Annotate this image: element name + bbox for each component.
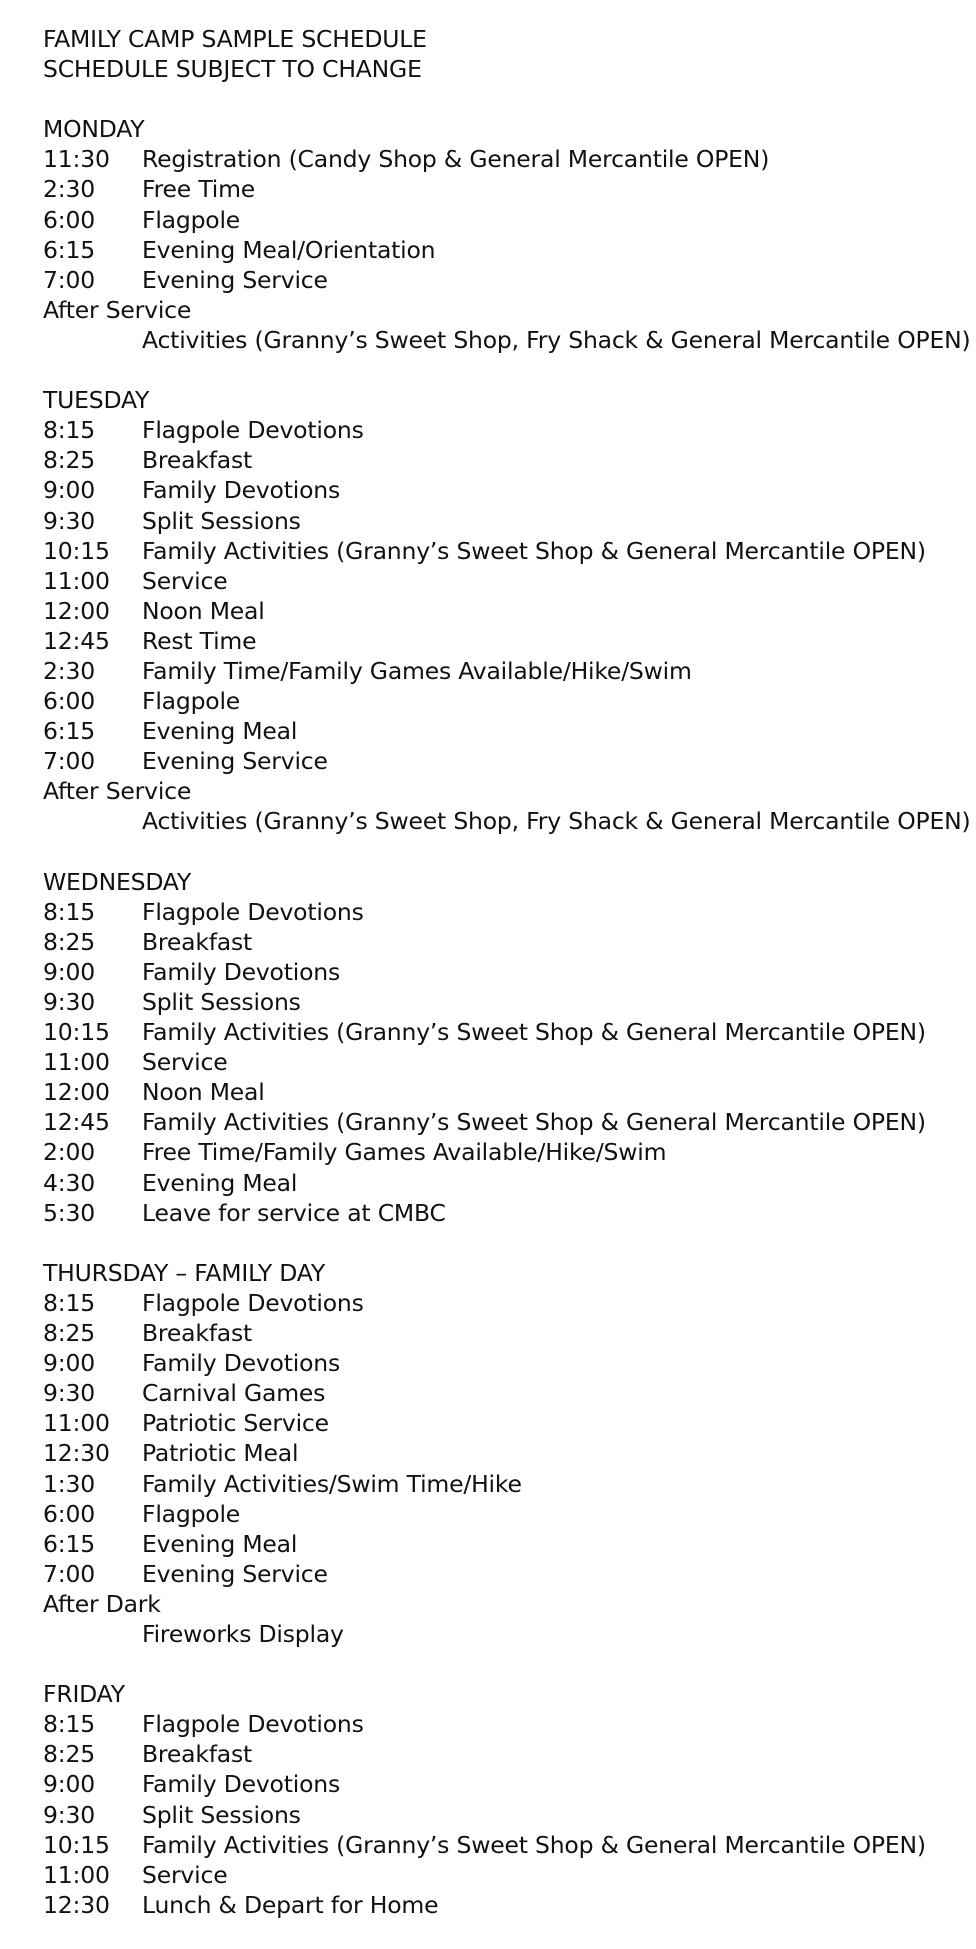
schedule-event: Split Sessions bbox=[142, 506, 301, 535]
schedule-time: 11:00 bbox=[43, 566, 110, 595]
schedule-row bbox=[43, 716, 963, 746]
schedule-time: 9:30 bbox=[43, 988, 95, 1016]
schedule-time: 10:15 bbox=[43, 1830, 110, 1859]
schedule-row bbox=[43, 1529, 963, 1559]
schedule-row bbox=[43, 957, 963, 987]
schedule-time: 7:00 bbox=[43, 747, 95, 776]
schedule-time: 9:30 bbox=[43, 1800, 95, 1829]
schedule-event: Family Time/Family Games Available/Hike/Swim bbox=[142, 656, 692, 685]
schedule-event: Flagpole Devotions bbox=[142, 1710, 364, 1739]
schedule-time: 9:30 bbox=[43, 506, 95, 535]
document-subtitle: SCHEDULE SUBJECT TO CHANGE bbox=[43, 55, 422, 84]
schedule-time: 9:00 bbox=[43, 1349, 95, 1378]
schedule-time: 8:15 bbox=[43, 416, 95, 445]
schedule-event: Breakfast bbox=[142, 1319, 253, 1348]
schedule-event: Family Activities/Swim Time/Hike bbox=[142, 1469, 522, 1498]
schedule-event: Carnival Games bbox=[142, 1379, 326, 1408]
schedule-row bbox=[43, 144, 963, 174]
schedule-time: 11:30 bbox=[43, 145, 110, 174]
schedule-event: Family Activities (Granny’s Sweet Shop & General Mercantile OPEN) bbox=[142, 1018, 926, 1047]
schedule-event: Flagpole bbox=[142, 687, 241, 716]
schedule-time: 2:30 bbox=[43, 175, 95, 204]
schedule-row bbox=[43, 897, 963, 927]
after-label: After Service bbox=[43, 295, 192, 324]
after-label: After Service bbox=[43, 777, 192, 806]
after-event: Fireworks Display bbox=[142, 1619, 344, 1648]
schedule-time: 12:30 bbox=[43, 1439, 110, 1468]
schedule-row bbox=[43, 1499, 963, 1529]
schedule-time: 11:00 bbox=[43, 1409, 110, 1438]
schedule-time: 8:25 bbox=[43, 446, 95, 475]
schedule-time: 6:00 bbox=[43, 687, 95, 716]
after-event: Activities (Granny’s Sweet Shop, Fry Shack & General Mercantile OPEN) bbox=[142, 325, 971, 354]
schedule-time: 10:15 bbox=[43, 1018, 110, 1047]
schedule-event: Service bbox=[142, 1860, 228, 1889]
schedule-row bbox=[43, 506, 963, 536]
schedule-event: Evening Meal bbox=[142, 1529, 298, 1558]
schedule-row bbox=[43, 1168, 963, 1198]
schedule-time: 5:30 bbox=[43, 1198, 95, 1227]
schedule-time: 6:15 bbox=[43, 717, 95, 746]
schedule-event: Flagpole Devotions bbox=[142, 1288, 364, 1317]
schedule-time: 7:00 bbox=[43, 265, 95, 294]
schedule-event: Family Devotions bbox=[142, 1770, 340, 1799]
schedule-event: Family Activities (Granny’s Sweet Shop & General Mercantile OPEN) bbox=[142, 1108, 926, 1137]
schedule-time: 6:00 bbox=[43, 1499, 95, 1528]
schedule-row bbox=[43, 1137, 963, 1167]
schedule-event: Lunch & Depart for Home bbox=[142, 1890, 439, 1919]
schedule-time: 12:45 bbox=[43, 626, 110, 655]
schedule-time: 8:25 bbox=[43, 927, 95, 956]
schedule-time: 12:30 bbox=[43, 1890, 110, 1919]
day-heading: FRIDAY bbox=[43, 1680, 125, 1709]
schedule-row bbox=[43, 1107, 963, 1137]
schedule-row bbox=[43, 415, 963, 445]
schedule-row bbox=[43, 235, 963, 265]
schedule-event: Noon Meal bbox=[142, 596, 265, 625]
schedule-row bbox=[43, 1860, 963, 1890]
schedule-row bbox=[43, 686, 963, 716]
schedule-row bbox=[43, 1288, 963, 1318]
schedule-row bbox=[43, 1769, 963, 1799]
schedule-row bbox=[43, 1800, 963, 1830]
section-spacer bbox=[43, 1649, 963, 1679]
schedule-row bbox=[43, 1047, 963, 1077]
schedule-row bbox=[43, 1890, 963, 1920]
schedule-event: Rest Time bbox=[142, 626, 257, 655]
schedule-row bbox=[43, 1318, 963, 1348]
schedule-event: Leave for service at CMBC bbox=[142, 1198, 446, 1227]
day-heading: WEDNESDAY bbox=[43, 867, 192, 896]
schedule-event: Breakfast bbox=[142, 927, 253, 956]
schedule-event: Flagpole Devotions bbox=[142, 897, 364, 926]
schedule-event: Evening Service bbox=[142, 747, 328, 776]
section-spacer bbox=[43, 1228, 963, 1258]
schedule-row bbox=[43, 1017, 963, 1047]
schedule-row bbox=[43, 987, 963, 1017]
schedule-row bbox=[43, 265, 963, 295]
schedule-row bbox=[43, 1559, 963, 1589]
schedule-event: Evening Meal bbox=[142, 717, 298, 746]
schedule-event: Noon Meal bbox=[142, 1078, 265, 1107]
schedule-time: 12:00 bbox=[43, 1078, 110, 1107]
schedule-row bbox=[43, 1408, 963, 1438]
section-spacer bbox=[43, 84, 963, 114]
schedule-time: 2:30 bbox=[43, 656, 95, 685]
schedule-event: Service bbox=[142, 1048, 228, 1077]
schedule-event: Family Devotions bbox=[142, 957, 340, 986]
schedule-event: Patriotic Meal bbox=[142, 1439, 299, 1468]
schedule-event: Service bbox=[142, 566, 228, 595]
after-event: Activities (Granny’s Sweet Shop, Fry Shack & General Mercantile OPEN) bbox=[142, 807, 971, 836]
schedule-time: 9:00 bbox=[43, 1770, 95, 1799]
schedule-event: Evening Meal/Orientation bbox=[142, 235, 436, 264]
schedule-row bbox=[43, 1469, 963, 1499]
schedule-event: Breakfast bbox=[142, 446, 253, 475]
schedule-row bbox=[43, 536, 963, 566]
schedule-event: Split Sessions bbox=[142, 988, 301, 1016]
schedule-time: 10:15 bbox=[43, 536, 110, 565]
schedule-time: 1:30 bbox=[43, 1469, 95, 1498]
schedule-event: Flagpole bbox=[142, 1499, 241, 1528]
schedule-event: Family Devotions bbox=[142, 1349, 340, 1378]
schedule-time: 2:00 bbox=[43, 1138, 95, 1167]
schedule-event: Family Activities (Granny’s Sweet Shop & General Mercantile OPEN) bbox=[142, 1830, 926, 1859]
schedule-time: 4:30 bbox=[43, 1168, 95, 1197]
schedule-time: 8:25 bbox=[43, 1740, 95, 1769]
schedule-time: 9:00 bbox=[43, 476, 95, 505]
schedule-event: Flagpole bbox=[142, 205, 241, 234]
schedule-time: 9:00 bbox=[43, 957, 95, 986]
document-title: FAMILY CAMP SAMPLE SCHEDULE bbox=[43, 25, 427, 53]
schedule-time: 12:45 bbox=[43, 1108, 110, 1137]
schedule-row bbox=[43, 1378, 963, 1408]
schedule-event: Split Sessions bbox=[142, 1800, 301, 1829]
schedule-time: 12:00 bbox=[43, 596, 110, 625]
schedule-event: Family Devotions bbox=[142, 476, 340, 505]
schedule-row bbox=[43, 1348, 963, 1378]
schedule-time: 6:15 bbox=[43, 235, 95, 264]
schedule-row bbox=[43, 174, 963, 204]
schedule-time: 8:15 bbox=[43, 1710, 95, 1739]
schedule-time: 8:15 bbox=[43, 897, 95, 926]
schedule-time: 11:00 bbox=[43, 1860, 110, 1889]
schedule-row bbox=[43, 626, 963, 656]
schedule-row bbox=[43, 1739, 963, 1769]
schedule-days bbox=[43, 84, 971, 1920]
schedule-row bbox=[43, 205, 963, 235]
schedule-row bbox=[43, 1709, 963, 1739]
schedule-row bbox=[43, 656, 963, 686]
schedule-event: Registration (Candy Shop & General Mercantile OPEN) bbox=[142, 145, 770, 174]
schedule-event: Evening Service bbox=[142, 265, 328, 294]
schedule-event: Evening Service bbox=[142, 1559, 328, 1588]
schedule-row bbox=[43, 566, 963, 596]
schedule-time: 9:30 bbox=[43, 1379, 95, 1408]
schedule-row bbox=[43, 1438, 963, 1468]
schedule-time: 8:25 bbox=[43, 1319, 95, 1348]
schedule-event: Family Activities (Granny’s Sweet Shop & General Mercantile OPEN) bbox=[142, 536, 926, 565]
day-section bbox=[43, 385, 971, 836]
schedule-event: Breakfast bbox=[142, 1740, 253, 1769]
schedule-row bbox=[43, 927, 963, 957]
schedule-time: 6:00 bbox=[43, 205, 95, 234]
schedule-time: 7:00 bbox=[43, 1559, 95, 1588]
schedule-time: 6:15 bbox=[43, 1529, 95, 1558]
schedule-event: Patriotic Service bbox=[142, 1409, 329, 1438]
schedule-row bbox=[43, 475, 963, 505]
schedule-time: 11:00 bbox=[43, 1048, 110, 1077]
day-heading: THURSDAY – FAMILY DAY bbox=[43, 1258, 325, 1287]
schedule-document bbox=[43, 24, 971, 1920]
day-section bbox=[43, 114, 971, 355]
section-spacer bbox=[43, 837, 963, 867]
schedule-row bbox=[43, 746, 963, 776]
schedule-event: Evening Meal bbox=[142, 1168, 298, 1197]
schedule-event: Free Time/Family Games Available/Hike/Swim bbox=[142, 1138, 667, 1167]
schedule-row bbox=[43, 596, 963, 626]
schedule-row bbox=[43, 445, 963, 475]
schedule-row bbox=[43, 1198, 963, 1228]
schedule-time: 8:15 bbox=[43, 1288, 95, 1317]
after-label: After Dark bbox=[43, 1589, 161, 1618]
day-section bbox=[43, 1258, 963, 1649]
schedule-event: Free Time bbox=[142, 175, 256, 204]
section-spacer bbox=[43, 355, 963, 385]
day-section bbox=[43, 867, 963, 1228]
schedule-row bbox=[43, 1830, 963, 1860]
schedule-row bbox=[43, 1077, 963, 1107]
day-heading: TUESDAY bbox=[43, 386, 150, 415]
day-section bbox=[43, 1679, 963, 1920]
day-heading: MONDAY bbox=[43, 115, 145, 144]
schedule-event: Flagpole Devotions bbox=[142, 416, 364, 445]
